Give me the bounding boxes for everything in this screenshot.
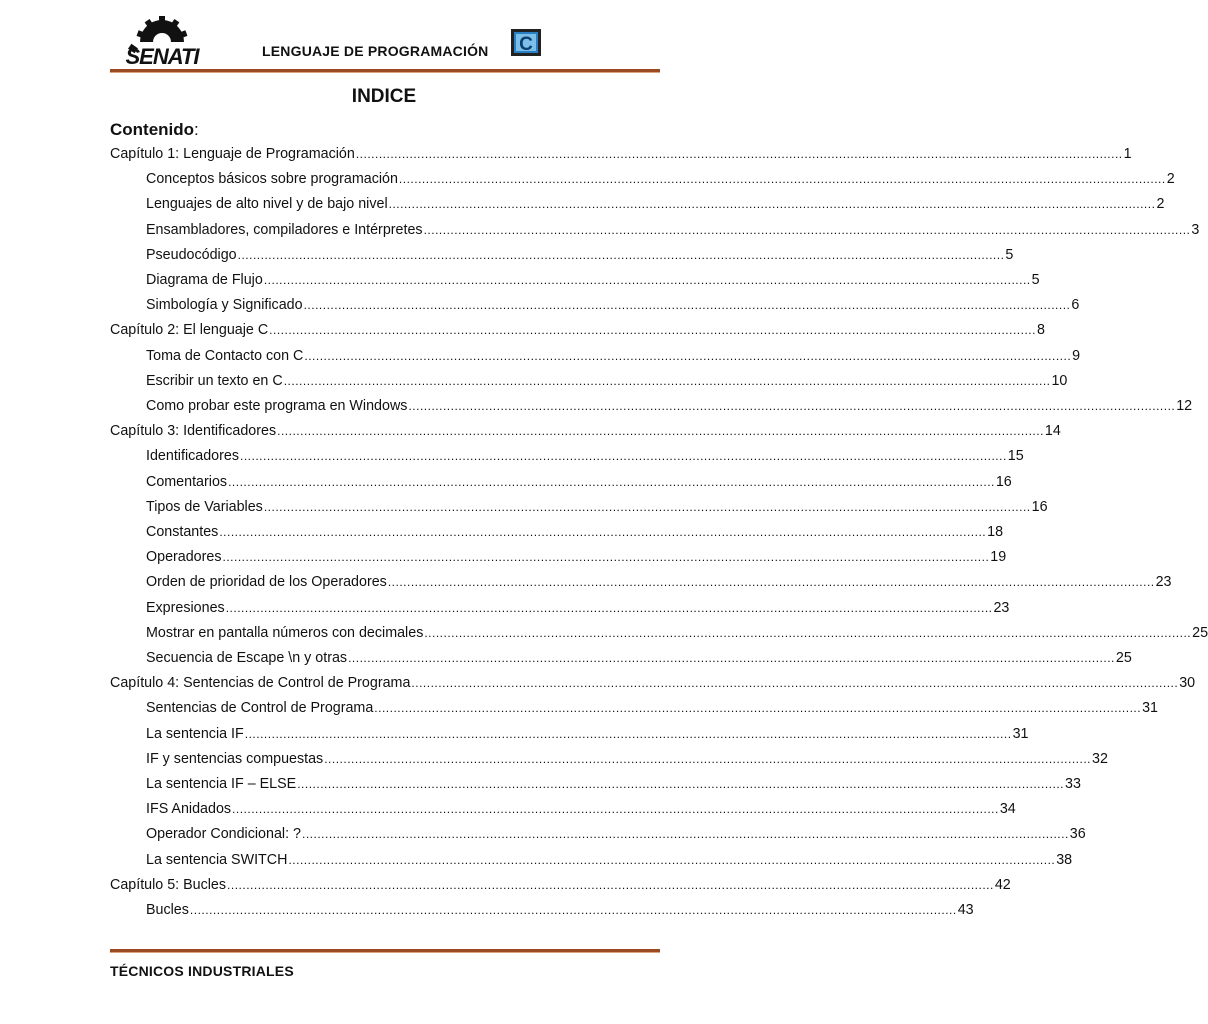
toc-leader-dots: ........................................................................................................................................................................................................ xyxy=(263,499,1031,514)
toc-leader-dots: ........................................................................................................................................................................................................ xyxy=(348,651,1115,665)
toc-entry-title: Ensambladores, compiladores e Intérpretes xyxy=(146,221,423,238)
toc-leader-dots: ........................................................................................................................................................................................................ xyxy=(228,474,995,489)
toc-entry-title: La sentencia IF – ELSE xyxy=(146,776,297,792)
toc-entry-title: Mostrar en pantalla números con decimales xyxy=(146,624,424,641)
toc-section-entry[interactable] xyxy=(146,524,1004,544)
logo-text: SENATI xyxy=(125,44,199,69)
toc-entry-title: Toma de Contacto con C xyxy=(146,347,304,364)
toc-page-number: 34 xyxy=(999,801,1016,818)
toc-page-number: 19 xyxy=(990,549,1007,566)
toc-page-number: 16 xyxy=(1031,498,1048,515)
toc-entry-title: Capítulo 5: Bucles xyxy=(110,876,227,893)
toc-page-number: 42 xyxy=(994,876,1011,893)
toc-page-number: 1 xyxy=(1123,146,1132,162)
toc-section-entry[interactable] xyxy=(146,750,1108,771)
toc-page-number: 25 xyxy=(1115,650,1132,666)
toc-section-entry[interactable] xyxy=(146,826,1086,846)
toc-leader-dots: ........................................................................................................................................................................................................ xyxy=(423,222,1191,237)
toc-page-number: 14 xyxy=(1044,423,1061,440)
toc-section-entry[interactable] xyxy=(146,851,1073,872)
toc-entry-title: Capítulo 4: Sentencias de Control de Programa xyxy=(110,675,411,692)
toc-section-entry[interactable] xyxy=(146,498,1048,519)
toc-section-entry[interactable] xyxy=(146,725,1029,746)
toc-page-number: 18 xyxy=(987,524,1004,540)
toc-entry-title: Escribir un texto en C xyxy=(146,372,283,389)
toc-section-entry[interactable] xyxy=(146,801,1016,821)
toc-section-entry[interactable] xyxy=(146,171,1175,191)
toc-leader-dots: ........................................................................................................................................................................................................ xyxy=(398,172,1166,187)
toc-leader-dots: ........................................................................................................................................................................................................ xyxy=(237,247,1005,262)
toc-section-entry[interactable] xyxy=(146,372,1068,393)
toc-leader-dots: ........................................................................................................................................................................................................ xyxy=(244,726,1012,741)
toc-section-entry[interactable] xyxy=(146,902,974,922)
toc-chapter-entry[interactable] xyxy=(110,322,1045,342)
toc-page-number: 36 xyxy=(1069,826,1086,843)
toc-page-number: 3 xyxy=(1191,221,1200,238)
footer-divider xyxy=(110,949,660,953)
toc-page-number: 23 xyxy=(993,599,1010,616)
toc-entry-title: Sentencias de Control de Programa xyxy=(146,700,374,717)
toc-leader-dots: ........................................................................................................................................................................................................ xyxy=(189,903,957,917)
c-language-icon xyxy=(511,29,541,56)
toc-page-number: 30 xyxy=(1179,675,1196,692)
toc-page-number: 2 xyxy=(1166,171,1175,188)
document-footer: TÉCNICOS INDUSTRIALES xyxy=(110,963,294,979)
toc-section-entry[interactable] xyxy=(146,272,1040,292)
toc-section-entry[interactable] xyxy=(146,650,1132,670)
toc-chapter-entry[interactable] xyxy=(110,675,1196,695)
document-header-title: LENGUAJE DE PROGRAMACIÓN xyxy=(262,43,489,59)
toc-leader-dots: ........................................................................................................................................................................................................ xyxy=(303,298,1071,313)
toc-page-number: 23 xyxy=(1155,574,1172,591)
toc-page-number: 5 xyxy=(1031,272,1040,288)
toc-section-entry[interactable] xyxy=(146,297,1080,317)
toc-leader-dots: ........................................................................................................................................................................................................ xyxy=(297,777,1065,791)
toc-entry-title: La sentencia IF xyxy=(146,725,244,742)
toc-entry-title: Expresiones xyxy=(146,599,225,616)
toc-section-entry[interactable] xyxy=(146,246,1014,267)
toc-section-entry[interactable] xyxy=(146,473,1012,494)
toc-entry-title: Como probar este programa en Windows xyxy=(146,398,408,414)
toc-leader-dots: ........................................................................................................................................................................................................ xyxy=(355,147,1123,161)
toc-entry-title: Capítulo 1: Lenguaje de Programación xyxy=(110,146,355,162)
contents-heading: Contenido: xyxy=(110,120,199,139)
header-divider xyxy=(110,69,660,73)
toc-page-number: 31 xyxy=(1012,725,1029,742)
toc-entry-title: Capítulo 2: El lenguaje C xyxy=(110,322,269,339)
toc-section-entry[interactable] xyxy=(146,398,1193,418)
toc-page-number: 10 xyxy=(1051,372,1068,389)
toc-page-number: 32 xyxy=(1092,750,1108,767)
toc-page-number: 31 xyxy=(1142,700,1158,717)
toc-leader-dots: ........................................................................................................................................................................................................ xyxy=(424,625,1192,640)
toc-leader-dots: ........................................................................................................................................................................................................ xyxy=(232,802,999,817)
toc-entry-title: Conceptos básicos sobre programación xyxy=(146,171,398,188)
toc-entry-title: Operador Condicional: ? xyxy=(146,826,301,843)
toc-page-number: 16 xyxy=(995,473,1012,490)
toc-entry-title: Operadores xyxy=(146,549,222,566)
toc-section-entry[interactable] xyxy=(146,549,1007,569)
toc-entry-title: Comentarios xyxy=(146,473,228,490)
toc-page-number: 12 xyxy=(1176,398,1193,414)
toc-entry-title: IFS Anidados xyxy=(146,801,232,818)
toc-leader-dots: ........................................................................................................................................................................................................ xyxy=(240,449,1007,464)
toc-entry-title: Capítulo 3: Identificadores xyxy=(110,423,277,440)
toc-entry-title: Diagrama de Flujo xyxy=(146,272,263,288)
toc-section-entry[interactable] xyxy=(146,624,1208,645)
senati-logo xyxy=(110,18,214,69)
toc-entry-title: Identificadores xyxy=(146,448,239,465)
toc-page-number: 15 xyxy=(1007,448,1024,465)
toc-entry-title: La sentencia SWITCH xyxy=(146,851,288,868)
toc-leader-dots: ........................................................................................................................................................................................................ xyxy=(277,424,1044,439)
toc-page-number: 38 xyxy=(1056,851,1073,868)
toc-leader-dots: ........................................................................................................................................................................................................ xyxy=(283,373,1051,388)
toc-entry-title: Constantes xyxy=(146,524,219,540)
toc-leader-dots: ........................................................................................................................................................................................................ xyxy=(288,852,1056,867)
toc-section-entry[interactable] xyxy=(146,196,1165,216)
toc-section-entry[interactable] xyxy=(146,776,1081,796)
toc-leader-dots: ........................................................................................................................................................................................................ xyxy=(263,273,1031,287)
toc-entry-title: Bucles xyxy=(146,902,189,918)
toc-section-entry[interactable] xyxy=(146,347,1081,368)
toc-page-number: 2 xyxy=(1156,196,1165,213)
toc-entry-title: IF y sentencias compuestas xyxy=(146,750,324,767)
toc-leader-dots: ........................................................................................................................................................................................................ xyxy=(301,827,1069,842)
toc-page-number: 5 xyxy=(1005,246,1014,263)
toc-entry-title: Lenguajes de alto nivel y de bajo nivel xyxy=(146,196,388,213)
page-title: INDICE xyxy=(351,86,417,107)
toc-chapter-entry[interactable] xyxy=(110,146,1132,166)
toc-leader-dots: ........................................................................................................................................................................................................ xyxy=(388,197,1156,212)
toc-page-number: 9 xyxy=(1072,347,1081,364)
toc-entry-title: Tipos de Variables xyxy=(146,498,263,515)
toc-leader-dots: ........................................................................................................................................................................................................ xyxy=(411,676,1179,691)
toc-chapter-entry[interactable] xyxy=(110,423,1061,443)
toc-leader-dots: ........................................................................................................................................................................................................ xyxy=(408,399,1176,413)
toc-leader-dots: ........................................................................................................................................................................................................ xyxy=(324,751,1092,766)
toc-page-number: 8 xyxy=(1036,322,1045,339)
toc-entry-title: Pseudocódigo xyxy=(146,246,237,263)
toc-section-entry[interactable] xyxy=(146,574,1172,594)
toc-entry-title: Simbología y Significado xyxy=(146,297,303,314)
toc-leader-dots: ........................................................................................................................................................................................................ xyxy=(304,348,1072,363)
toc-leader-dots: ........................................................................................................................................................................................................ xyxy=(219,525,987,539)
toc-leader-dots: ........................................................................................................................................................................................................ xyxy=(387,575,1155,590)
toc-section-entry[interactable] xyxy=(146,448,1024,468)
toc-chapter-entry[interactable] xyxy=(110,876,1011,897)
toc-leader-dots: ........................................................................................................................................................................................................ xyxy=(269,323,1036,338)
toc-page-number: 25 xyxy=(1192,624,1208,641)
toc-page-number: 33 xyxy=(1065,776,1081,792)
toc-page-number: 43 xyxy=(957,902,974,918)
toc-section-entry[interactable] xyxy=(146,599,1010,620)
toc-entry-title: Secuencia de Escape \n y otras xyxy=(146,650,348,666)
toc-section-entry[interactable] xyxy=(146,221,1200,242)
toc-leader-dots: ........................................................................................................................................................................................................ xyxy=(225,600,993,615)
toc-leader-dots: ........................................................................................................................................................................................................ xyxy=(222,550,990,565)
toc-leader-dots: ........................................................................................................................................................................................................ xyxy=(227,877,994,892)
toc-entry-title: Orden de prioridad de los Operadores xyxy=(146,574,387,591)
svg-text:C: C xyxy=(519,34,533,55)
toc-page-number: 6 xyxy=(1071,297,1080,314)
toc-section-entry[interactable] xyxy=(146,700,1158,720)
toc-leader-dots: ........................................................................................................................................................................................................ xyxy=(374,701,1142,716)
